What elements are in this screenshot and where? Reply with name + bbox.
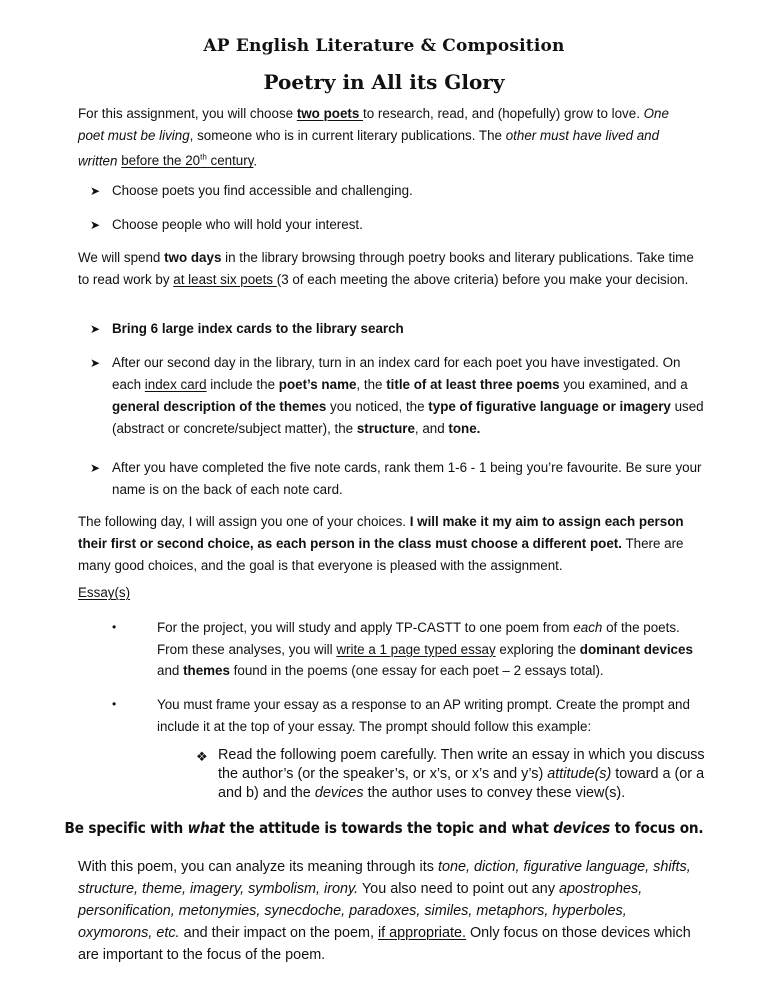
arrow-bullet-icon: ➤ xyxy=(90,356,101,370)
bullet-item: ➤ Choose poets you find accessible and challenging. xyxy=(112,180,712,202)
emphasis-heading: Be specific with what the attitude is towards the topic and what devices to focus on. xyxy=(64,819,704,837)
bullet-dot-icon: • xyxy=(112,697,117,711)
essay-heading: Essay(s) xyxy=(78,585,131,600)
closing-paragraph: With this poem, you can analyze its meaning through its tone, diction, figurative language, shifts, structure, theme, imagery, symbolism, irony. You also need to point out any apostrophes, personification, metonymies, synecdoche, paradoxes, similes, metaphors, hyperboles, oxymorons, etc. and their impact on the poem, if appropriate. Only focus on those devices which are important to the focus of the poem. xyxy=(78,859,691,963)
assignment-title: Poetry in All its Glory xyxy=(263,70,505,94)
bullet-item: ➤ After you have completed the five note cards, rank them 1-6 - 1 being you’re favourite. Be sure your name is on the back of each note card. xyxy=(112,457,712,501)
example-prompt: ❖ Read the following poem carefully. Then write an essay in which you discuss the author’s (or the speaker’s, or x’s, or x’s and y’s) attitude(s) toward a (or a and b) and the devices the author uses to convey these view(s). xyxy=(196,747,705,801)
bullet-item: ➤ Choose people who will hold your interest. xyxy=(112,214,712,236)
diamond-bullet-icon: ❖ xyxy=(196,749,208,764)
arrow-bullet-icon: ➤ xyxy=(90,322,101,336)
essay-item-one: For the project, you will study and apply TP-CASTT to one poem from each of the poets. From these analyses, you will write a 1 page typed essay exploring the dominant devices and themes found in the poems (one essay for each poet – 2 essays total). xyxy=(157,620,693,678)
assignment-paragraph: The following day, I will assign you one of your choices. I will make it my aim to assign each person their first or second choice, as each person in the class must choose a different poet. There are many good choices, and the goal is that everyone is pleased with the assignment. xyxy=(78,514,684,573)
bullet-dot-icon: • xyxy=(112,620,117,634)
bullet-item: ➤ After our second day in the library, turn in an index card for each poet you have investigated. On each index card include the poet’s name, the title of at least three poems you examined, and a general description of the themes you noticed, the type of figurative language or imagery used (abstract or concrete/subject matter), the structure, and tone. xyxy=(112,352,712,440)
arrow-bullet-icon: ➤ xyxy=(90,184,101,198)
bullet-item: ➤ Bring 6 large index cards to the library search xyxy=(112,318,712,340)
library-paragraph: We will spend two days in the library browsing through poetry books and literary publications. Take time to read work by at least six poets (3 of each meeting the above criteria) before you make your decision. xyxy=(78,250,694,287)
essay-item-two: You must frame your essay as a response to an AP writing prompt. Create the prompt and include it at the top of your essay. The prompt should follow this example: xyxy=(157,697,690,734)
arrow-bullet-icon: ➤ xyxy=(90,461,101,475)
arrow-bullet-icon: ➤ xyxy=(90,218,101,232)
intro-paragraph: For this assignment, you will choose two poets to research, read, and (hopefully) grow to love. One poet must be living, someone who is in current literary publications. The other must have lived and written before the 20th century. xyxy=(78,106,669,169)
course-title: AP English Literature & Composition xyxy=(203,36,565,56)
